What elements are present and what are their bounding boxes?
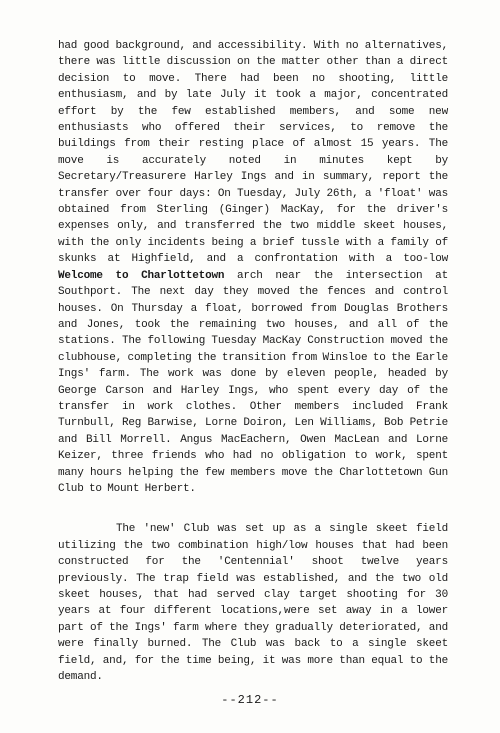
paragraph-1-text-b: arch near the intersection at Southport. The next day they moved the fences and control houses. On Thursday a float, borrowed from Douglas Brothers and Jones, took the remaining two houses, and all of the stations. The following Tuesday MacKay Construction moved the clubhouse, completing the transition from Winsloe to the Earle Ings' farm. The work was done by eleven people, headed by George Carson and Harley Ings, who spent every day of the transfer in work clothes. Other members included Frank Turnbull, Reg Barwise, Lorne Doiron, Len Williams, Bob Petrie and Bill Morrell. Angus MacEachern, Owen MacLean and Lorne Keizer, three friends who had no obligation to work, spent many hours helping the few members move the Charlottetown Gun Club to Mount Herbert.: [58, 269, 448, 495]
arch-name-bold: Welcome to Charlottetown: [58, 269, 225, 282]
paragraph-1-text-a: had good background, and accessibility. With no alternatives, there was little discussion on the matter other than a direct decision to move. There had been no shooting, little enthusiasm, and by late July it took a major, concentrated effort by the few established members, and some new enthusiasts who offered their services, to remove the buildings from their resting place of almost 15 years. The move is accurately noted in minutes kept by Secretary/Treasurere Harley Ings and in summary, report the transfer over four days: On Tuesday, July 26th, a 'float' was obtained from Sterling (Ginger) MacKay, for the driver's expenses only, and transferred the two middle skeet houses, with the only incidents being a brief tussle with a family of skunks at Highfield, and a confrontation with a too-low: [58, 40, 448, 266]
paragraph-2: [58, 521, 448, 685]
paragraph-1: [58, 38, 448, 497]
document-body: [58, 38, 448, 685]
paragraph-2-text: The 'new' Club was set up as a single skeet field utilizing the two combination high/low houses that had been constructed for the 'Centennial' shoot twelve years previously. The trap field was established, and the two old skeet houses, that had served clay target shooting for 30 years at four different locations,were set away in a lower part of the Ings' farm where they gradually deteriorated, and were finally burned. The Club was back to a single skeet field, and, for the time being, it was more than equal to the demand.: [58, 523, 448, 684]
page-number: --212--: [221, 693, 279, 707]
